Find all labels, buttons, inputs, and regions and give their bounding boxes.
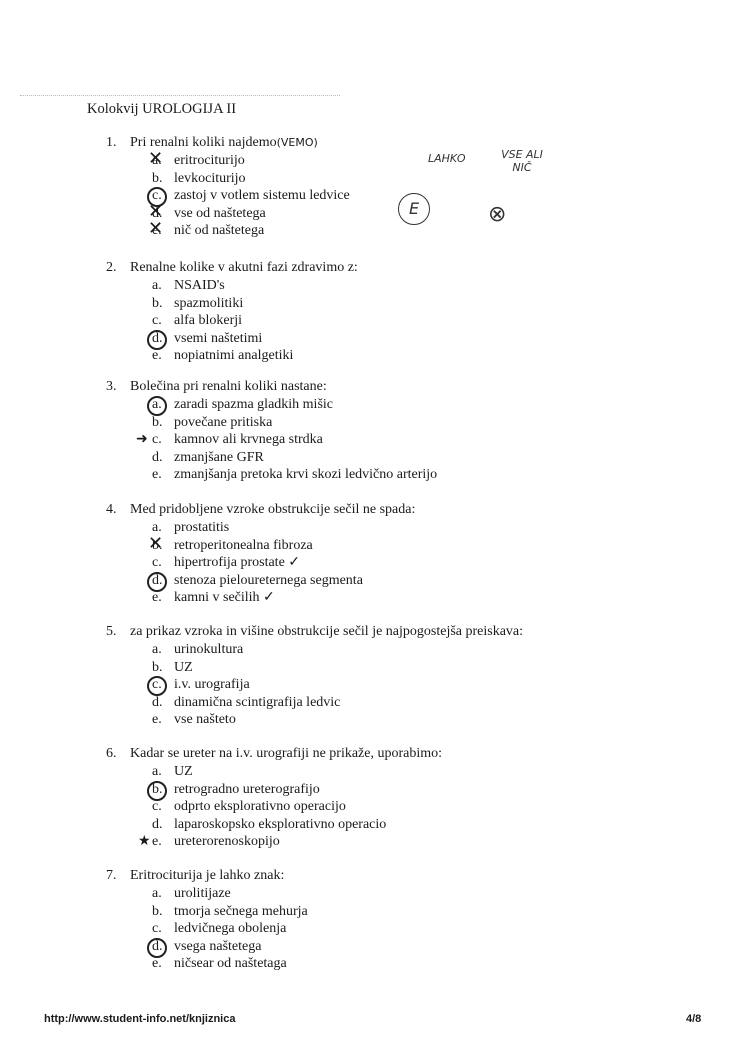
option-letter: b. [152, 781, 174, 799]
option-text: dinamična scintigrafija ledvic [174, 694, 341, 710]
handwritten-circled-answer: E [398, 193, 430, 225]
answer-option [106, 711, 666, 729]
option-text: urinokultura [174, 642, 244, 657]
scribble-mark: ⊗ [488, 202, 507, 227]
question-number: 1. [106, 135, 117, 150]
option-text: tmorja sečnega mehurja [174, 903, 308, 919]
answer-option [106, 347, 666, 365]
option-text: zmanjšane GFR [174, 449, 264, 465]
option-letter: e. [152, 834, 162, 850]
question-number: 6. [106, 746, 117, 761]
answer-option [106, 222, 666, 240]
option-text: hipertrofija prostate [174, 555, 285, 571]
option-letter: a. [152, 520, 162, 535]
option-letter: e. [152, 467, 162, 483]
option-text: zaradi spazma gladkih mišic [174, 397, 333, 412]
option-text: ledvičnega obolenja [174, 921, 287, 937]
answer-option [106, 781, 666, 799]
question-6 [106, 745, 666, 851]
question-3 [106, 378, 666, 484]
option-letter: e. [152, 956, 162, 972]
option-letter: c. [152, 187, 174, 205]
question-text [106, 745, 666, 763]
answer-option [106, 466, 666, 484]
option-letter: a. [152, 278, 162, 293]
question-2 [106, 259, 666, 365]
question-text [106, 867, 666, 885]
option-text: stenoza pieloureternega segmenta [174, 572, 363, 588]
option-letter: c. [152, 555, 162, 571]
question-number: 3. [106, 379, 117, 394]
option-text: nopiatnimi analgetiki [174, 348, 294, 364]
option-letter: e. [152, 712, 162, 728]
option-letter: d. [152, 816, 163, 832]
question-1 [106, 134, 666, 240]
option-letter: c. [152, 432, 162, 448]
option-letter: d. ✕ [152, 205, 174, 223]
option-text: UZ [174, 659, 193, 675]
option-text: levkociturijo [174, 170, 246, 186]
handwritten-note: (VEMO) [276, 136, 318, 149]
answer-option [106, 885, 666, 903]
option-text: alfa blokerji [174, 313, 243, 329]
option-text: zmanjšanja pretoka krvi skozi ledvično arterijo [174, 467, 438, 483]
question-number: 2. [106, 260, 117, 275]
answer-option [106, 295, 666, 313]
option-text: retrogradno ureterografijo [174, 781, 320, 797]
option-letter: a. ✕ [152, 152, 174, 170]
option-letter: a. [152, 642, 162, 657]
answer-option [106, 431, 666, 449]
answer-option [106, 519, 666, 537]
answer-option [106, 833, 666, 851]
answer-option [106, 330, 666, 348]
option-text: prostatitis [174, 520, 230, 535]
question-stem: Eritrociturija je lahko znak: [130, 868, 285, 883]
option-letter: c. [152, 676, 174, 694]
answer-option [106, 205, 666, 223]
footer-url: http://www.student-info.net/knjiznica [44, 1013, 236, 1025]
answer-option [106, 903, 666, 921]
option-text: retroperitonealna fibroza [174, 537, 313, 553]
option-text: vsemi naštetimi [174, 330, 263, 346]
answer-option [106, 537, 666, 555]
answer-option [106, 659, 666, 677]
question-text [106, 259, 666, 277]
answer-option [106, 187, 666, 205]
answer-option [106, 816, 666, 834]
option-letter: b. [152, 414, 163, 430]
option-text: vse našteto [174, 712, 236, 728]
scan-artifact-line [20, 95, 340, 96]
answer-option [106, 396, 666, 414]
question-stem: Med pridobljene vzroke obstrukcije sečil ne spada: [130, 502, 416, 517]
question-stem: Pri renalni koliki najdemo [130, 135, 277, 150]
option-text: odprto eksplorativno operacijo [174, 799, 346, 815]
option-text: nič od naštetega [174, 223, 265, 239]
option-letter: e. ✕ [152, 222, 174, 240]
answer-option [106, 414, 666, 432]
option-text: urolitijaze [174, 886, 231, 901]
option-text: vsega naštetega [174, 938, 262, 954]
answer-option [106, 694, 666, 712]
question-number: 7. [106, 868, 117, 883]
answer-option [106, 449, 666, 467]
option-letter: a. [152, 396, 174, 414]
star-mark-icon: ★ [138, 834, 151, 850]
question-number: 5. [106, 624, 117, 639]
option-letter: d. [152, 694, 163, 710]
option-letter: d. [152, 330, 174, 348]
option-letter: b. [152, 903, 163, 919]
option-letter: c. [152, 313, 162, 329]
answer-option [106, 641, 666, 659]
document-title: Kolokvij UROLOGIJA II [87, 101, 237, 117]
question-text [106, 623, 666, 641]
option-letter: e. [152, 590, 162, 606]
answer-option [106, 277, 666, 295]
arrow-mark-icon: ➜ [136, 432, 148, 448]
option-letter: b. [152, 295, 163, 311]
option-text: UZ [174, 764, 193, 779]
option-letter: d. [152, 449, 163, 465]
option-letter: e. [152, 348, 162, 364]
answer-option [106, 312, 666, 330]
handwritten-note: VSE ALI NIČ [501, 148, 543, 174]
option-text: ničsear od naštetaga [174, 956, 287, 972]
handwritten-note: LAHKO [428, 152, 466, 165]
option-text: eritrociturijo [174, 153, 245, 168]
check-mark-icon: ✓ [263, 590, 275, 606]
option-text: povečane pritiska [174, 414, 273, 430]
answer-option [106, 589, 666, 607]
option-text: zastoj v votlem sistemu ledvice [174, 188, 350, 204]
option-text: laparoskopsko eksplorativno operacio [174, 816, 387, 832]
option-text: vse od naštetega [174, 205, 266, 221]
answer-option [106, 938, 666, 956]
option-text: ureterorenoskopijo [174, 834, 280, 850]
option-text: NSAID's [174, 278, 225, 293]
question-text [106, 134, 666, 152]
option-letter: a. [152, 764, 162, 779]
question-text [106, 378, 666, 396]
option-text: spazmolitiki [174, 295, 244, 311]
question-stem: Bolečina pri renalni koliki nastane: [130, 379, 327, 394]
option-letter: d. [152, 938, 174, 956]
question-text [106, 501, 666, 519]
page-number: 4/8 [686, 1013, 702, 1025]
answer-option [106, 152, 666, 170]
answer-option [106, 920, 666, 938]
option-letter: a. [152, 886, 162, 901]
option-letter: c. [152, 799, 162, 815]
answer-option [106, 798, 666, 816]
option-letter: b. [152, 659, 163, 675]
question-4 [106, 501, 666, 607]
question-5 [106, 623, 666, 729]
check-mark-icon: ✓ [288, 555, 301, 571]
question-7 [106, 867, 666, 973]
question-stem: Renalne kolike v akutni fazi zdravimo z: [130, 260, 358, 275]
question-number: 4. [106, 502, 117, 517]
answer-option [106, 676, 666, 694]
answer-option [106, 572, 666, 590]
answer-option [106, 763, 666, 781]
question-stem: za prikaz vzroka in višine obstrukcije sečil je najpogostejša preiskava: [130, 624, 524, 639]
answer-option [106, 955, 666, 973]
option-letter: d. [152, 572, 174, 590]
option-letter: b. [152, 170, 163, 186]
option-letter: b. ✕ [152, 537, 174, 555]
option-letter: c. [152, 921, 162, 937]
answer-option [106, 554, 666, 572]
question-stem: Kadar se ureter na i.v. urografiji ne prikaže, uporabimo: [130, 746, 443, 761]
option-text: kamnov ali krvnega strdka [174, 432, 323, 448]
option-text: kamni v sečilih [174, 590, 260, 606]
option-text: i.v. urografija [174, 677, 250, 693]
answer-option [106, 170, 666, 188]
